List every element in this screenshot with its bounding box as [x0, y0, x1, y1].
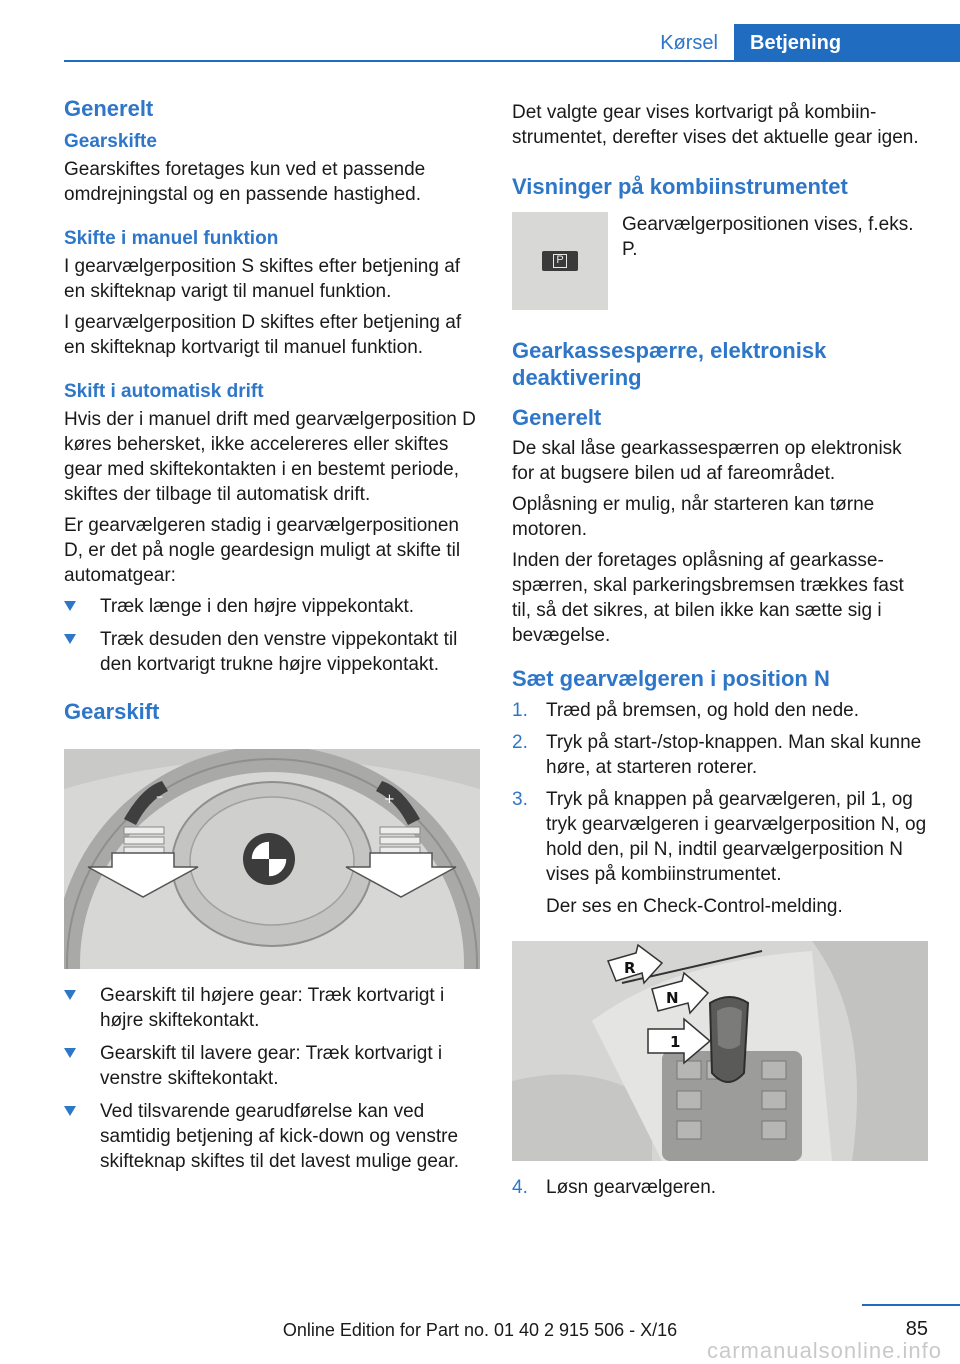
section-title-visninger: Visninger på kombiinstrumentet	[512, 174, 848, 199]
gear-selector-illustration	[512, 941, 928, 1161]
triangle-bullet-icon	[64, 990, 76, 1000]
heading-generelt: Generelt	[512, 405, 602, 431]
list-item: Træk længe i den højre vippekontakt.	[64, 594, 480, 619]
heading-automatisk-drift: Skift i automatisk drift	[64, 380, 264, 402]
paragraph: Det valgte gear vises kortvarigt på kombiinstrumentet, derefter vises det aktuelle gear igen.	[512, 102, 919, 148]
watermark: carmanualsonline.info	[706, 1338, 942, 1363]
svg-text:+: +	[384, 792, 395, 808]
heading-manuel-funktion: Skifte i manuel funktion	[64, 228, 279, 250]
step-note: Der ses en Check-Control-melding.	[546, 895, 843, 917]
list-item: Ved tilsvarende gearudførelse kan ved samtidig betjening af kick-down og venstre skifteknap skiftes til det lavest mulige gear.	[64, 1099, 480, 1174]
running-header	[64, 24, 960, 62]
arrow-label-r: R	[624, 958, 636, 977]
list-item: Gearskift til højere gear: Træk kortvarigt i højre skiftekontakt.	[64, 983, 480, 1033]
paragraph: I gearvælgerposition S skiftes efter betjening af en skifteknap varigt til manuel funktion.	[64, 255, 461, 302]
chapter-tab[interactable]: Betjening	[734, 24, 960, 62]
section-tab[interactable]: Kørsel	[660, 32, 718, 54]
list-item: 2. Tryk på start-/stop-knappen. Man skal kunne høre, at starteren roterer.	[512, 731, 922, 778]
list-item: Træk desuden den venstre vippekontakt til den kortvarigt trukne højre vippekontakt.	[64, 627, 480, 677]
right-column	[512, 100, 928, 1207]
instrument-display-illustration	[512, 212, 608, 310]
paragraph: I gearvælgerposition D skiftes efter betjening af en skifteknap kortvarigt til manuel funktion.	[64, 311, 462, 358]
gear-selector-drawing	[512, 941, 928, 1161]
section-title-gearskift: Gearskift	[64, 698, 160, 724]
display-example	[512, 212, 928, 310]
step-number: 4.	[512, 1176, 528, 1198]
paragraph: Gearskiftes foretages kun ved et passende omdrejningstal og en passende hastighed.	[64, 159, 426, 206]
triangle-bullet-icon	[64, 1048, 76, 1058]
step-number: 1.	[512, 699, 528, 721]
heading-position-n: Sæt gearvælgeren i position N	[512, 665, 830, 691]
triangle-bullet-icon	[64, 601, 76, 611]
steering-wheel-illustration	[64, 749, 480, 969]
step-number: 2.	[512, 731, 528, 753]
list-item: 1. Træd på bremsen, og hold den nede.	[512, 699, 859, 721]
list-item: Gearskift til lavere gear: Træk kortvarigt i venstre skiftekontakt.	[64, 1041, 480, 1091]
section-title-generelt: Generelt	[64, 96, 154, 121]
paragraph: Oplåsning er mulig, når starteren kan tørne motoren.	[512, 493, 875, 540]
steering-wheel-drawing	[64, 749, 480, 969]
gear-letter: P	[553, 254, 567, 268]
numbered-list	[512, 698, 928, 887]
svg-text:–: –	[156, 789, 163, 806]
paragraph: Hvis der i manuel drift med gearvælgerposition D køres behersket, ikke accelereres eller skiftes gear med skiftekontakten i en bestemt periode, skiftes der tilbage til automatisk drift.	[64, 408, 476, 505]
triangle-bullet-icon	[64, 1106, 76, 1116]
list-item: 4. Løsn gearvælgeren.	[512, 1176, 717, 1198]
numbered-list	[512, 1175, 928, 1200]
paragraph: Er gearvælgeren stadig i gearvælgerpositionen D, er det på nogle geardesign muligt at skifte til automatgear:	[64, 514, 461, 586]
section-title-gearkassespaerre: Gearkassespærre, elektronisk deaktivering	[512, 338, 827, 390]
header-rule	[64, 60, 960, 62]
step-number: 3.	[512, 788, 528, 810]
arrow-label-1: 1	[670, 1032, 681, 1051]
list-item: 3. Tryk på knappen på gearvælgeren, pil 1, og tryk gearvælgeren i gearvælgerposition N, og hold den, pil N, indtil gearvælgerposition N vises på kombiinstrumentet.	[512, 788, 927, 885]
edition-note: Online Edition for Part no. 01 40 2 915 506 - X/16	[282, 1320, 678, 1340]
left-column	[64, 96, 480, 1182]
page-number: 85	[905, 1318, 928, 1340]
arrow-label-n: N	[666, 988, 679, 1007]
footer-rule	[862, 1304, 960, 1306]
bullet-list	[64, 594, 480, 677]
heading-gearskifte: Gearskifte	[64, 131, 157, 153]
display-caption: Gearvælgerpositionen vises, f.eks. P.	[622, 214, 914, 261]
triangle-bullet-icon	[64, 634, 76, 644]
paragraph: De skal låse gearkassespærren op elektronisk for at bugsere bilen ud af fareområdet.	[512, 437, 902, 484]
gear-indicator	[542, 251, 578, 271]
bullet-list	[64, 983, 480, 1174]
paragraph: Inden der foretages oplåsning af gearkassespærren, skal parkeringsbremsen trækkes fast til, så det sikres, at bilen ikke kan sætte sig i bevægelse.	[512, 549, 904, 646]
